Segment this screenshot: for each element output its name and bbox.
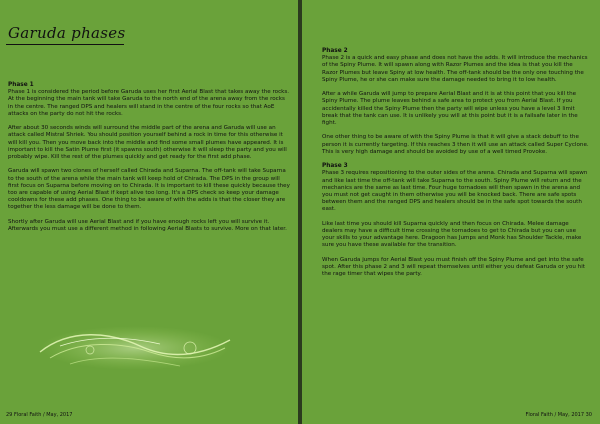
- page-title: Garuda phases: [8, 24, 126, 42]
- right-page: [302, 0, 600, 424]
- paragraph: After about 30 seconds winds will surround the middle part of the arena and Garuda will use an attack called Mistral Shriek. You should position yourself behind a rock in time for this otherwise it will kill you. Then you move back into the middle and find some small plumes have appeared. It is important to kill the Satin Plume first (it spawns south) otherwise it will sleep the party and you will probably wipe. Kill the rest of the plumes quickly and get ready for the first add phase.: [8, 125, 287, 161]
- left-page: [0, 0, 298, 424]
- paragraph: Garuda will spawn two clones of herself called Chirada and Suparna. The off-tank will take Suparna to the south of the arena while the main tank will keep hold of Chirada. The DPS in the group will first focus on Suparna before moving on to Chirada. It is important to kill these quickly because they too are capable of using Aerial Blast if kept alive too long. It's a DPS check so keep your damage cooldowns for these add phases. One thing to be aware of with the adds is that the closer they are together the less damage will be done to them.: [8, 168, 290, 211]
- left-column: [8, 82, 290, 240]
- phase2-heading: Phase 2: [322, 48, 348, 54]
- phase3-heading: Phase 3: [322, 163, 348, 170]
- title-underline: [6, 44, 124, 45]
- paragraph: Like last time you should kill Suparna quickly and then focus on Chirada. Melee damage dealers may have a difficult time crossing the tornadoes to get to Chirada but you can use your skills to your advantage here. Dragoon has Jumps and Monk has Shoulder Tackle, make sure you have these available for the transition.: [322, 220, 582, 249]
- paragraph: After a while Garuda will jump to prepare Aerial Blast and it is at this point that you kill the Spiny Plume. The plume leaves behind a safe area to protect you from Aerial Blast. If you accidentally killed the Spiny Plume then the party will wipe unless you have a level 3 limit break that the tank can use. It is unlikely you will at this point but it is a failsafe later in the fight.: [322, 91, 578, 127]
- page-footer: Floral Faith / May, 2017 30: [525, 412, 592, 418]
- paragraph: When Garuda jumps for Aerial Blast you must finish off the Spiny Plume and get into the safe spot. After this phase 2 and 3 will repeat themselves until either you defeat Garuda or you hit the rage timer that wipes the party.: [322, 256, 585, 278]
- page-footer: 29 Floral Faith / May, 2017: [6, 412, 73, 418]
- paragraph: Phase 1 is considered the period before Garuda uses her first Aerial Blast that takes away the rocks. At the beginning the main tank will take Garuda to the north end of the arena away from the rocks in the centre. The ranged DPS and healers will stand in the centre of the four rocks so that AoE attacks on the party do not hit the rocks.: [8, 89, 290, 117]
- paragraph: Phase 3 requires repositioning to the outer sides of the arena. Chirada and Suparna will spawn and like last time the off-tank will take Suparna to the south. Spiny Plume will return and the mechanics are the same as last time. Four huge tornadoes will then spawn in the arena and you must not get caught in them otherwise you will be knocked back. There are safe spots between them and the ranged DPS and healers should be in the safe spot towards the south east.: [322, 170, 588, 213]
- right-column: [322, 48, 590, 286]
- paragraph: Phase 2 is a quick and easy phase and does not have the adds. It will introduce the mechanics of the Spiny Plume. It will spawn along with Razor Plumes and the idea is that you kill the Razor Plumes but leave Spiny at low health. The off-tank should be the only one touching the Spiny Plume, he or she can make sure the damage needed to bring it to low health.: [322, 55, 588, 83]
- phase1-heading: Phase 1: [8, 82, 34, 88]
- paragraph: One other thing to be aware of with the Spiny Plume is that it will give a stack debuff to the person it is currently targeting. If this reaches 3 then it will use an attack called Super Cyclone. This is very high damage and should be avoided by use of a well timed Provoke.: [322, 134, 589, 155]
- wind-swirl-illustration: [30, 318, 240, 376]
- paragraph: Shortly after Garuda will use Aerial Blast and if you have enough rocks left you will survive it. Afterwards you must use a different method in following Aerial Blasts to survive. More on that later.: [8, 218, 287, 233]
